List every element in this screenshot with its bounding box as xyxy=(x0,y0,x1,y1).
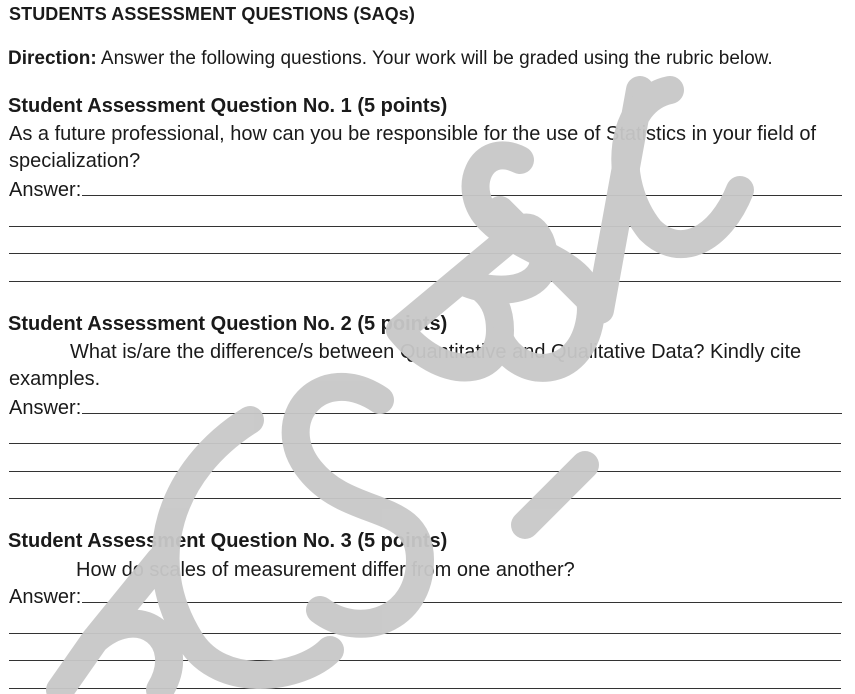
direction-label: Direction: xyxy=(8,48,97,69)
direction-text: Answer the following questions. Your work will be graded using the rubric below. xyxy=(96,48,773,69)
question-2-answer-label: Answer: xyxy=(9,397,82,419)
question-2-answer-line-4[interactable] xyxy=(9,498,841,499)
question-2-answer-line-3[interactable] xyxy=(9,471,841,472)
question-2-answer-field[interactable] xyxy=(82,395,842,414)
question-1-answer-line-3[interactable] xyxy=(9,253,841,254)
question-1-answer-line-2[interactable] xyxy=(9,226,841,227)
page-title: STUDENTS ASSESSMENT QUESTIONS (SAQs) xyxy=(9,4,415,24)
question-3-heading: Student Assessment Question No. 3 (5 points) xyxy=(8,530,448,552)
question-2-answer-line-2[interactable] xyxy=(9,443,841,444)
question-1-heading: Student Assessment Question No. 1 (5 points) xyxy=(8,95,448,117)
question-1-answer-row xyxy=(9,177,842,202)
question-2-heading: Student Assessment Question No. 2 (5 points) xyxy=(8,313,448,335)
question-3-answer-label: Answer: xyxy=(9,586,82,608)
question-2-answer-row xyxy=(9,395,842,420)
question-1-answer-label: Answer: xyxy=(9,179,82,201)
watermark-dash xyxy=(525,465,585,525)
direction-line xyxy=(8,48,773,70)
question-1-answer-field[interactable] xyxy=(82,177,842,196)
question-1-text: As a future professional, how can you be responsible for the use of Statistics in your field of specialization? xyxy=(9,123,817,172)
question-2-text: What is/are the difference/s between Quantitative and Qualitative Data? Kindly cite examples. xyxy=(9,341,802,390)
question-3-answer-row xyxy=(9,584,842,609)
question-3-answer-line-2[interactable] xyxy=(9,633,841,634)
question-1-answer-line-4[interactable] xyxy=(9,281,841,282)
question-3-text: How do scales of measurement differ from one another? xyxy=(76,559,575,581)
question-3-answer-field[interactable] xyxy=(82,584,842,603)
question-3-answer-line-4[interactable] xyxy=(9,688,841,689)
question-3-answer-line-3[interactable] xyxy=(9,660,841,661)
